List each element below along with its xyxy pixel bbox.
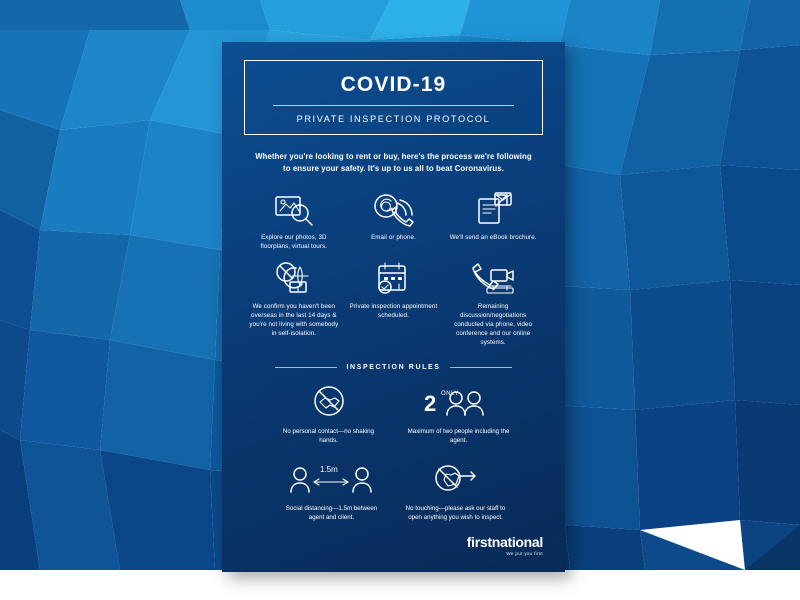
step-item — [443, 258, 543, 348]
firstnational-logo — [467, 534, 543, 556]
poster-title: COVID-19 — [340, 73, 447, 96]
step-label: Email or phone. — [371, 234, 416, 242]
rule-label: No touching—please ask our staff to open anything you wish to inspect. — [405, 505, 506, 522]
step-item — [344, 258, 444, 348]
poster — [222, 42, 565, 572]
calendar-appointment-icon — [347, 258, 441, 298]
inspection-rules-heading — [244, 364, 543, 371]
rule-label: Social distancing—1.5m between agent and client. — [285, 505, 378, 522]
rules-row-top — [244, 381, 543, 446]
rule-item — [404, 458, 508, 523]
rule-item — [407, 381, 511, 446]
email-phone-icon — [347, 189, 441, 229]
video-conference-icon — [446, 258, 540, 298]
social-distancing-icon — [280, 458, 384, 500]
no-handshake-icon — [277, 381, 381, 423]
rule-label: No personal contact—no shaking hands. — [282, 428, 375, 445]
step-label: Remaining discussion/negotiations conducted via phone, video conference and our online systems. — [454, 303, 533, 347]
svg-text:1.5m: 1.5m — [319, 465, 338, 475]
no-overseas-travel-icon — [247, 258, 341, 298]
step-label: We confirm you haven't been overseas in the last 14 days & you're not living with somebody in self-isolation. — [249, 303, 339, 338]
rule-item — [277, 381, 381, 446]
svg-text:ONLY: ONLY — [440, 391, 459, 398]
logo-tagline: We put you first — [506, 551, 543, 556]
rule-label: Maximum of two people including the agent. — [407, 428, 510, 445]
two-people-icon — [407, 381, 511, 423]
step-item — [244, 258, 344, 348]
step-label: Explore our photos, 3D floorplans, virtual tours. — [260, 234, 328, 251]
svg-text:2: 2 — [423, 391, 436, 417]
title-divider — [273, 105, 515, 106]
step-label: We'll send an eBook brochure. — [449, 234, 537, 242]
poster-subtitle: PRIVATE INSPECTION PROTOCOL — [296, 114, 491, 125]
no-touching-icon — [404, 458, 508, 500]
poster-intro-text: Whether you're looking to rent or buy, here's the process we're following to ensure your safety. It's up to us all to beat Coronavirus. — [255, 152, 532, 174]
ebook-brochure-icon — [446, 189, 540, 229]
step-item — [443, 189, 543, 252]
poster-title-block — [244, 60, 543, 135]
rules-row-bottom — [244, 458, 543, 523]
inspection-rules-label: INSPECTION RULES — [346, 364, 441, 372]
heading-rule-right — [450, 367, 512, 368]
step-item — [344, 189, 444, 252]
rule-item — [280, 458, 384, 523]
step-label: Private inspection appointment scheduled. — [349, 303, 438, 320]
process-steps — [244, 189, 543, 348]
step-item — [244, 189, 344, 252]
heading-rule-left — [275, 367, 337, 368]
logo-wordmark: firstnational — [466, 534, 543, 550]
photos-search-icon — [247, 189, 341, 229]
